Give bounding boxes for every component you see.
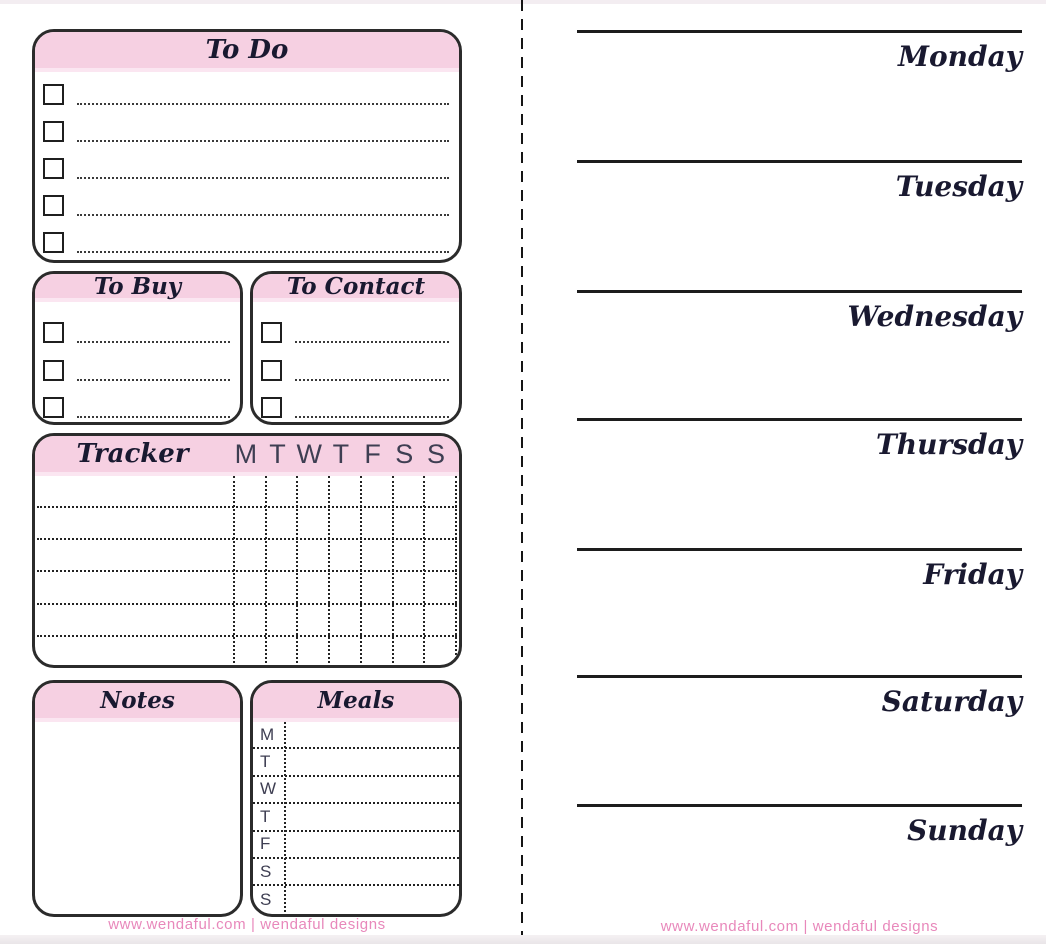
tobuy-write-line[interactable] xyxy=(77,416,230,418)
tracker-day-letter-friday: F xyxy=(364,438,381,469)
meals-day-letter-sunday: S xyxy=(260,890,272,910)
day-section-wednesday xyxy=(577,290,1022,418)
tocontact-row xyxy=(261,381,451,418)
tracker-column-line xyxy=(233,476,235,663)
todo-header xyxy=(35,32,459,72)
todo-row xyxy=(43,179,451,216)
tobuy-rows xyxy=(35,302,240,418)
meal-row-tuesday[interactable] xyxy=(253,749,459,776)
tobuy-checkbox[interactable] xyxy=(43,360,64,381)
tobuy-header xyxy=(35,274,240,302)
tobuy-title: To Buy xyxy=(93,272,182,300)
todo-title: To Do xyxy=(205,35,289,65)
tobuy-checkbox[interactable] xyxy=(43,397,64,418)
tracker-row-line xyxy=(37,635,457,637)
tobuy-row xyxy=(43,302,232,343)
tracker-column-line xyxy=(392,476,394,663)
bottom-edge-strip xyxy=(0,935,1046,944)
day-section-sunday xyxy=(577,804,1022,909)
day-label-wednesday: Wednesday xyxy=(847,300,1022,333)
day-section-tuesday xyxy=(577,160,1022,290)
todo-write-line[interactable] xyxy=(77,251,449,253)
tracker-day-letter-saturday: S xyxy=(395,438,414,469)
tocontact-header xyxy=(253,274,459,302)
tracker-title: Tracker xyxy=(76,439,189,469)
notes-box xyxy=(32,680,243,917)
tracker-day-letter-sunday: S xyxy=(426,438,445,469)
tracker-column-line xyxy=(423,476,425,663)
top-edge-strip xyxy=(0,0,1046,4)
day-label-friday: Friday xyxy=(923,558,1022,591)
left-page-footer: www.wendaful.com | wendaful designs xyxy=(108,916,386,933)
meal-row-friday[interactable] xyxy=(253,832,459,859)
tocontact-write-line[interactable] xyxy=(295,416,449,418)
tracker-day-letter-monday: M xyxy=(234,438,258,469)
day-section-monday xyxy=(577,30,1022,160)
tobuy-row xyxy=(43,381,232,418)
tobuy-row xyxy=(43,343,232,381)
meals-day-letter-tuesday: T xyxy=(260,752,271,772)
tocontact-checkbox[interactable] xyxy=(261,360,282,381)
meal-row-saturday[interactable] xyxy=(253,859,459,886)
meals-day-letter-wednesday: W xyxy=(260,779,277,799)
tocontact-row xyxy=(261,343,451,381)
day-label-monday: Monday xyxy=(897,40,1022,73)
todo-rows xyxy=(35,72,459,253)
tracker-row-line xyxy=(37,570,457,572)
tocontact-row xyxy=(261,302,451,343)
day-label-tuesday: Tuesday xyxy=(895,170,1022,203)
tracker-grid[interactable] xyxy=(35,476,459,668)
meal-row-sunday[interactable] xyxy=(253,886,459,913)
tocontact-title: To Contact xyxy=(286,272,426,300)
tracker-day-letter-thursday: T xyxy=(332,438,350,469)
right-page-footer: www.wendaful.com | wendaful designs xyxy=(660,918,939,935)
tocontact-box xyxy=(250,271,462,425)
tracker-day-letter-wednesday: W xyxy=(296,438,322,469)
todo-row xyxy=(43,105,451,142)
tracker-row-line xyxy=(37,603,457,605)
day-label-thursday: Thursday xyxy=(875,428,1022,461)
notes-title: Notes xyxy=(100,687,175,714)
tocontact-checkbox[interactable] xyxy=(261,397,282,418)
tracker-column-line xyxy=(265,476,267,663)
todo-row xyxy=(43,72,451,105)
tracker-column-line xyxy=(360,476,362,663)
meals-header xyxy=(253,683,459,722)
tracker-row-line xyxy=(37,538,457,540)
meals-day-letter-saturday: S xyxy=(260,861,272,881)
meals-title: Meals xyxy=(317,687,395,714)
tracker-column-line xyxy=(328,476,330,663)
meals-rows xyxy=(253,722,459,914)
todo-checkbox[interactable] xyxy=(43,158,64,179)
meals-box xyxy=(250,680,462,917)
tocontact-checkbox[interactable] xyxy=(261,322,282,343)
todo-checkbox[interactable] xyxy=(43,195,64,216)
notes-write-area[interactable] xyxy=(35,722,240,916)
day-label-sunday: Sunday xyxy=(907,814,1022,847)
meal-row-thursday[interactable] xyxy=(253,804,459,831)
tobuy-checkbox[interactable] xyxy=(43,322,64,343)
day-section-saturday xyxy=(577,675,1022,804)
tracker-box xyxy=(32,433,462,668)
todo-checkbox[interactable] xyxy=(43,84,64,105)
todo-box xyxy=(32,29,462,263)
todo-row xyxy=(43,142,451,179)
meals-day-letter-friday: F xyxy=(260,834,271,854)
tracker-day-letter-tuesday: T xyxy=(269,438,286,469)
todo-row xyxy=(43,216,451,253)
tocontact-rows xyxy=(253,302,459,418)
tracker-row-line xyxy=(37,506,457,508)
day-label-saturday: Saturday xyxy=(881,685,1022,718)
todo-checkbox[interactable] xyxy=(43,232,64,253)
tracker-header xyxy=(35,436,459,476)
center-perforation-divider xyxy=(521,0,523,944)
meal-row-wednesday[interactable] xyxy=(253,777,459,804)
tobuy-box xyxy=(32,271,243,425)
tracker-column-line xyxy=(455,476,457,663)
day-section-friday xyxy=(577,548,1022,675)
todo-checkbox[interactable] xyxy=(43,121,64,142)
notes-header xyxy=(35,683,240,722)
meals-day-letter-monday: M xyxy=(260,724,275,744)
meals-day-letter-thursday: T xyxy=(260,806,271,826)
meal-row-monday[interactable] xyxy=(253,722,459,749)
day-section-thursday xyxy=(577,418,1022,548)
tracker-column-line xyxy=(296,476,298,663)
